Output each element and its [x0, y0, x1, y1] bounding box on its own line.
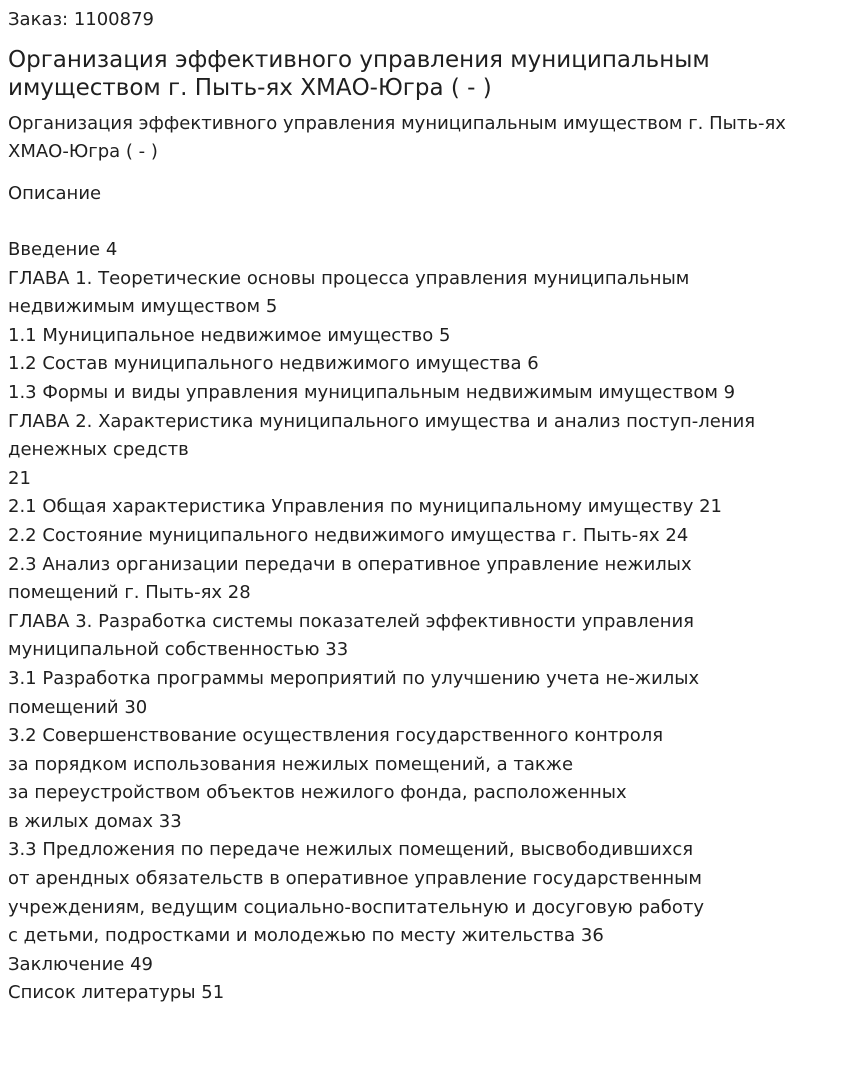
toc-item: 2.1 Общая характеристика Управления по муниципальному имуществу 21	[8, 496, 722, 518]
toc-item: ГЛАВА 3. Разработка системы показателей эффективности управления муниципальной собственностью 33	[8, 610, 694, 661]
toc-item: 3.2 Совершенствование осуществления государственного контроля за порядком использования нежилых помещений, а также за переустройством объектов нежилого фонда, расположенных в жилых домах 33	[8, 725, 664, 832]
order-number: Заказ: 1100879	[8, 9, 154, 30]
page-title: Организация эффективного управления муниципальным имуществом г. Пыть-ях ХМАО-Югра ( - )	[8, 47, 710, 101]
toc-item: Заключение 49	[8, 953, 153, 975]
toc-item: Введение 4	[8, 239, 118, 260]
toc-item: 2.3 Анализ организации передачи в оперативное управление нежилых помещений г. Пыть-ях 28	[8, 553, 692, 604]
page-subtitle: Организация эффективного управления муниципальным имуществом г. Пыть-ях ХМАО-Югра ( - )	[8, 113, 786, 162]
toc-item: 1.1 Муниципальное недвижимое имущество 5	[8, 324, 451, 346]
toc-item: 3.1 Разработка программы мероприятий по улучшению учета не-жилых помещений 30	[8, 667, 700, 718]
toc-item: 1.2 Состав муниципального недвижимого имущества 6	[8, 353, 539, 375]
description-heading: Описание	[8, 183, 102, 204]
toc-item: ГЛАВА 1. Теоретические основы процесса управления муниципальным недвижимым имуществом 5	[8, 267, 690, 318]
table-of-contents	[8, 236, 839, 1008]
toc-item: Список литературы 51	[8, 982, 225, 1004]
toc-item: 2.2 Состояние муниципального недвижимого имущества г. Пыть-ях 24	[8, 524, 689, 546]
toc-item: 3.3 Предложения по передаче нежилых помещений, высвободившихся от арендных обязательств в оперативное управление государственным учреждениям, ведущим социально-воспитательную и досуговую работу с детьми, подростками и молодежью по месту жительства 36	[8, 839, 705, 947]
toc-item: 1.3 Формы и виды управления муниципальным недвижимым имуществом 9	[8, 381, 736, 403]
toc-item: ГЛАВА 2. Характеристика муниципального имущества и анализ поступ-ления денежных средств 21	[8, 410, 756, 489]
